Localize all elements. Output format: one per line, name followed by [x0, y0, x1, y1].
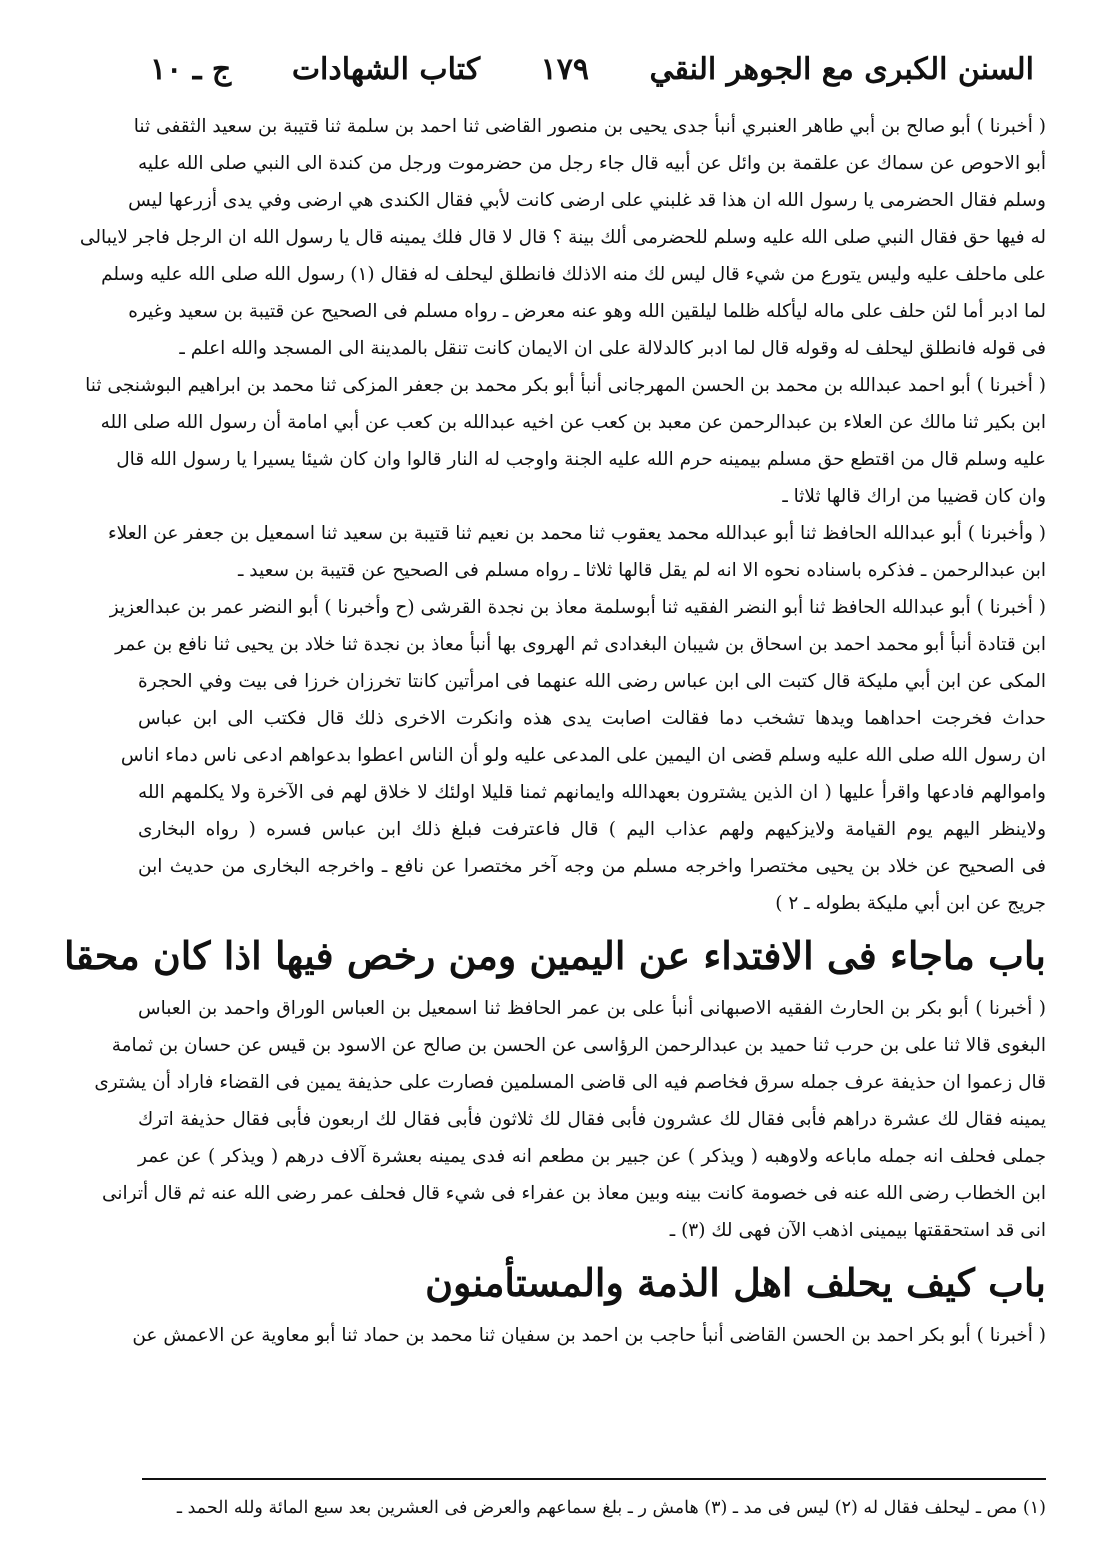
text-line: ابن بكير ثنا مالك عن العلاء بن عبدالرحمن عن معبد بن كعب عن اخيه عبدالله بن كعب عن أبي امامة أن رسول الله صلى الله — [100, 412, 1046, 433]
text-line: لما ادبر أما لئن حلف على ماله ليأكله ظلما ليلقين الله وهو عنه معرض ـ رواه مسلم فى الصحيح عن قتيبة بن سعيد وغيره — [128, 301, 1046, 322]
text-line: وان كان قضيبا من اراك قالها ثلاثا ـ — [782, 486, 1046, 507]
text-line: ( أخبرنا ) أبو صالح بن أبي طاهر العنبري أنبأ جدى يحيى بن منصور القاضى ثنا احمد بن سلمة ثنا قتيبة بن سعيد الثقفى ثنا — [133, 116, 1046, 137]
text-line: ان رسول الله صلى الله عليه وسلم قضى ان اليمين على المدعى عليه ولو أن الناس اعطوا بدعواهم ادعى ناس دماء اناس — [120, 745, 1046, 766]
text-line: فى قوله فانطلق ليحلف له وقوله قال لما ادبر كالدلالة على ان الايمان كانت تنقل بالمدينة الى المسجد والله اعلم ـ — [179, 338, 1046, 359]
text-line: عليه وسلم قال من اقتطع حق مسلم بيمينه حرم الله عليه الجنة واوجب له النار قالوا وان كان شيئا يسيرا يا رسول الله قال — [116, 449, 1046, 470]
text-line: جريج عن ابن أبي مليكة بطوله ـ ٢ ) — [775, 893, 1046, 914]
footnote: (١) مص ـ ليحلف فقال له (٢) ليس فى مد ـ (٣) هامش ر ـ بلغ سماعهم والعرض فى العشرين بعد سبع المائة ولله الحمد ـ — [176, 1498, 1046, 1518]
text-line: ابن عبدالرحمن ـ فذكره باسناده نحوه الا انه لم يقل قالها ثلاثا ـ رواه مسلم فى الصحيح عن قتيبة بن سعيد ـ — [238, 560, 1046, 581]
section-heading: باب كيف يحلف اهل الذمة والمستأمنون — [425, 1260, 1046, 1305]
text-line: قال زعموا ان حذيفة عرف جمله سرق فخاصم فيه الى قاضى المسلمين فصارت على حذيفة يمين فى القضاء فاراد أن يشترى — [94, 1072, 1046, 1093]
text-line: ( أخبرنا ) أبو بكر بن الحارث الفقيه الاصبهانى أنبأ على بن عمر الحافظ ثنا اسمعيل بن العباس الوراق واحمد بن العباس — [138, 998, 1046, 1019]
footnote-divider — [142, 1478, 1046, 1480]
text-line: على ماحلف عليه وليس يتورع من شيء قال ليس لك منه الاذلك فانطلق ليحلف له فقال (١) رسول الله صلى الله عليه وسلم — [101, 264, 1046, 285]
page-number: ١٧٩ — [540, 52, 589, 87]
text-line: يمينه فقال لك عشرة دراهم فأبى فقال لك عشرون فأبى فقال لك ثلاثون فأبى فقال لك اربعون فأبى فقال حذيفة اترك — [138, 1109, 1046, 1130]
text-line: فى الصحيح عن خلاد بن يحيى مختصرا واخرجه مسلم من وجه آخر مختصرا عن نافع ـ واخرجه البخارى من حديث ابن — [138, 856, 1046, 877]
text-line: المكى عن ابن أبي مليكة قال كتبت الى ابن عباس رضى الله عنهما فى امرأتين كانتا تخرزان خرزا فى بيت وفي الحجرة — [138, 671, 1046, 692]
text-line: البغوى قالا ثنا على بن حرب ثنا حميد بن عبدالرحمن الرؤاسى عن الحسن بن صالح عن الاسود بن قيس عن حسان بن ثمامة — [111, 1035, 1046, 1056]
section-heading: باب ماجاء فى الافتداء عن اليمين ومن رخص فيها اذا كان محقا — [63, 933, 1046, 978]
volume-label: ج ـ ١٠ — [150, 52, 232, 87]
text-line: انى قد استحققتها بيمينى اذهب الآن فهى لك (٣) ـ — [669, 1220, 1046, 1241]
text-line: جملى فحلف انه جمله ماباعه ولاوهبه ( ويذكر ) عن جبير بن مطعم انه فدى يمينه بعشرة آلاف درهم ( ويذكر ) عن عمر — [138, 1146, 1046, 1167]
text-line: ( وأخبرنا ) أبو عبدالله الحافظ ثنا أبو عبدالله محمد يعقوب ثنا محمد بن نعيم ثنا قتيبة بن سعيد ثنا اسمعيل بن جعفر عن العلاء — [107, 523, 1046, 544]
text-line: أبو الاحوص عن سماك عن علقمة بن وائل عن أبيه قال جاء رجل من حضرموت ورجل من كندة الى النبي صلى الله عليه — [138, 153, 1046, 174]
page-body — [63, 108, 1046, 1354]
text-line: وسلم فقال الحضرمى يا رسول الله ان هذا قد غلبني على ارضى كانت لأبي فقال الكندى هي ارضى وفي يدى أزرعها ليس — [128, 190, 1046, 211]
text-line: حداث فخرجت احداهما ويدها تشخب دما فقالت اصابت يدى هذه وانكرت الاخرى ذلك قال فكتب الى ابن عباس — [138, 708, 1046, 729]
text-line: ( أخبرنا ) أبو بكر احمد بن الحسن القاضى أنبأ حاجب بن احمد بن سفيان ثنا محمد بن حماد ثنا أبو معاوية عن الاعمش عن — [132, 1325, 1046, 1346]
text-line: ابن قتادة أنبأ أبو محمد احمد بن اسحاق بن شيبان البغدادى ثم الهروى بها أنبأ معاذ بن نجدة ثنا خلاد بن يحيى ثنا نافع بن عمر — [115, 634, 1046, 655]
running-header — [150, 52, 1034, 102]
text-line: ولاينظر اليهم يوم القيامة ولايزكيهم ولهم عذاب اليم ) قال فاعترفت فبلغ ذلك ابن عباس فسره ( رواه البخارى — [138, 819, 1046, 840]
book-title: السنن الكبرى مع الجوهر النقي — [649, 52, 1034, 87]
text-line: له فيها حق فقال النبي صلى الله عليه وسلم للحضرمى ألك بينة ؟ قال لا قال فلك يمينه قال يا رسول الله ان الرجل فاجر لايبالى — [79, 227, 1046, 248]
text-line: ( أخبرنا ) أبو عبدالله الحافظ ثنا أبو النضر الفقيه ثنا أبوسلمة معاذ بن نجدة القرشى (ح وأخبرنا ) أبو النضر عمر بن عبدالعزيز — [109, 597, 1046, 618]
text-line: ( أخبرنا ) أبو احمد عبدالله بن محمد بن الحسن المهرجانى أنبأ أبو بكر محمد بن جعفر المزكى ثنا محمد بن ابراهيم البوشنجى ثنا — [85, 375, 1046, 396]
chapter-title: كتاب الشهادات — [291, 52, 481, 87]
text-line: ابن الخطاب رضى الله عنه فى خصومة كانت بينه وبين معاذ بن عفراء فى شيء قال فحلف عمر رضى الله عنه ثم قال أترانى — [101, 1183, 1046, 1204]
text-line: واموالهم فادعها واقرأ عليها ( ان الذين يشترون بعهدالله وايمانهم ثمنا قليلا اولئك لا خلاق لهم فى الآخرة ولا يكلمهم الله — [138, 782, 1046, 803]
